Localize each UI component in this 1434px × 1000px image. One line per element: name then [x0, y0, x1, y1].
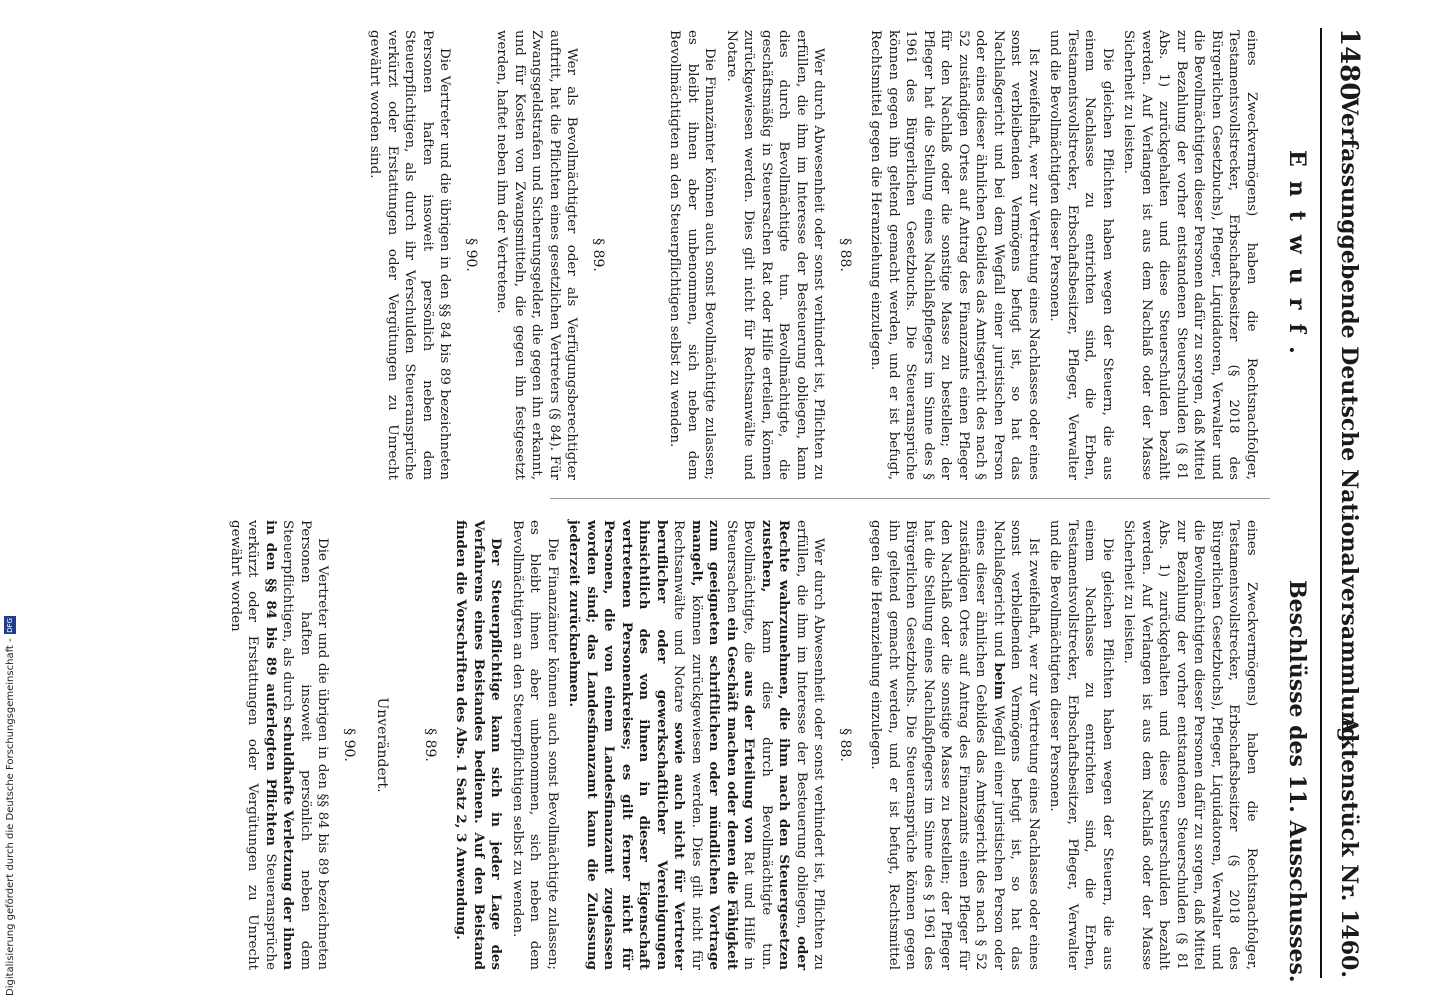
- text-run: Steueransprüche verkürzt oder Erstattungen oder Vergütungen zu Unrecht gewährt worden: [228, 520, 278, 970]
- unchanged-note: Unverändert.: [374, 697, 391, 793]
- left-paragraph: Ist zweifelhaft, wer zur Vertretung eines Nachlasses oder eines sonst verbleibenden Vermögens befugt ist, so hat das Nachlaßgericht und bei dem Wegfall einer juristischen Person oder eines dieser ähnlichen Gebildes das Amtsgericht des nach § 52 zuständigen Ortes auf Antrag des Finanzamts einen Pfleger für den Nachlaß oder die sonstige Masse zu bestellen; der Pfleger hat die Stellung eines Nachlaßpflegers im Sinne des § 1961 des Bürgerlichen Gesetzbuchs. Die Steueransprüche können gegen ihn geltend gemacht werden, und er ist befugt, Rechtsmittel gegen die Heranziehung einzulegen.: [868, 30, 1041, 480]
- amended-text: Der Steuerpflichtige kann sich in jeder Lage des Verfahrens eines Beistandes bedienen. Auf den Beistand finden die Vorschriften des Abs. 1 Satz 2, 3 Anwendung.: [453, 520, 505, 970]
- section-heading: § 89.: [422, 728, 438, 762]
- page-number: 1480: [1334, 28, 1364, 101]
- section-heading: § 88.: [837, 728, 853, 762]
- right-paragraph: [867, 520, 1042, 970]
- amended-text: aus der Erteilung von: [741, 670, 758, 844]
- right-paragraph: [565, 520, 828, 970]
- credit-text: Digitalisierung gefördert durch die Deutsche Forschungsgemeinschaft -: [5, 638, 16, 996]
- right-paragraph: [227, 520, 332, 970]
- right-paragraph: eines Zweckvermögens) haben die Rechtsnachfolger, Testamentsvollstrecker, Erbschaftsbesitzer (§ 2018 des Bürgerlichen Gesetzbuchs), Pfleger, Liquidatoren, Verwalter und die Bevollmächtigten dieser Personen dafür zu sorgen, daß Mittel zur Bezahlung der vorher entstandenen Steuerschulden (§ 81 Abs. 1) zurückgehalten und diese Steuerschulden bezahlt werden. Auf Verlangen ist aus dem Nachlaß oder der Masse Sicherheit zu leisten.: [1121, 520, 1259, 970]
- page-header: [1320, 28, 1372, 978]
- left-paragraph: Die Vertreter und die übrigen in den §§ 84 bis 89 bezeichneten Personen haften insoweit persönlich neben dem Steuerpflichtigen, als durch ihr Verschulden Steueransprüche verkürzt oder Erstattungen oder Vergütungen zu Unrecht gewährt worden sind.: [367, 30, 453, 480]
- section-heading: § 89.: [590, 238, 606, 272]
- text-run: Wer durch Abwesenheit oder sonst verhindert ist, Pflichten zu erfüllen, die ihm im Interesse der Besteuerung obliegen,: [794, 520, 827, 970]
- text-run: kann dies durch Bevollmächtigte tun. Bevollmächtigte, die: [741, 520, 774, 970]
- section-heading: § 90.: [463, 238, 479, 272]
- left-paragraph: Die gleichen Pflichten haben wegen der Steuern, die aus einem Nachlasse zu entrichten sind, die Erben, Testamentsvollstrecker, Erbschaftsbesitzer, Pfleger, Verwalter und die Bevollmächtigten dieser Personen.: [1047, 30, 1115, 480]
- section-heading: § 90.: [341, 728, 357, 762]
- right-column-heading: Beschlüsse des 11. Ausschusses.: [1284, 580, 1310, 983]
- left-paragraph: Wer durch Abwesenheit oder sonst verhindert ist, Pflichten zu erfüllen, die ihm im Interesse der Besteuerung obliegen, kann dies durch Bevollmächtigte tun. Bevollmächtigte, die geschäftsmäßig in Steuersachen Rat oder Hilfe erteilen, können zurückgewiesen werden. Dies gilt nicht für Rechtsanwälte und Notare.: [724, 30, 827, 480]
- right-paragraph: Die gleichen Pflichten haben wegen der Steuern, die aus einem Nachlasse zu entrichten sind, die Erben, Testamentsvollstrecker, Erbschaftsbesitzer, Pfleger, Verwalter und die Bevollmächtigten dieser Personen.: [1047, 520, 1115, 970]
- column-divider: [550, 498, 1270, 499]
- right-paragraph: [452, 520, 505, 970]
- amended-text: oder Rechte wahrzunehmen, die ihm nach den Steuergesetzen zustehen,: [759, 520, 810, 970]
- text-run: können zurückgewiesen werden. Dies gilt nicht für Rechtsanwälte und Notare: [671, 520, 704, 970]
- amended-text: ein Geschäft machen oder denen die Fähigkeit zum geeigneten schriftlichen oder mündlichen Vortrage mangelt,: [689, 520, 740, 970]
- text-run: Wegfall einer juristischen Person oder eines dieser ähnlichen Gebildes das Amtsgericht des nach § 52 zuständigen Ortes auf Antrag des Finanzamts einen Pfleger für den Nachlaß oder die sonstige Masse zu bestellen; der Pfleger hat die Stellung eines Nachlaßpflegers im Sinne des § 1961 des Bürgerlichen Gesetzbuchs. Die Steueransprüche können gegen ihn geltend gemacht werden, und er ist befugt, Rechtsmittel gegen die Heranziehung einzulegen.: [868, 520, 1006, 970]
- left-column-heading: Entwurf.: [1284, 150, 1310, 368]
- section-heading: § 88.: [837, 238, 853, 272]
- dfg-logo: DFG: [6, 617, 14, 633]
- left-paragraph: Wer als Bevollmächtigter oder als Verfügungsberechtigter auftritt, hat die Pflichten eines gesetzlichen Vertreters (§ 84). Für Zwangsgeldstrafen und Sicherungsgelder, die gegen ihn erkannt, und für Kosten von Zwangsmitteln, die gegen ihn festgesetzt werden, haftet neben ihm der Vertretene.: [494, 30, 580, 480]
- left-paragraph: eines Zweckvermögens) haben die Rechtsnachfolger, Testamentsvollstrecker, Erbschaftsbesitzer (§ 2018 des Bürgerlichen Gesetzbuchs), Pfleger, Liquidatoren, Verwalter und die Bevollmächtigten dieser Personen dafür zu sorgen, daß Mittel zur Bezahlung der vorher entstandenen Steuerschulden (§ 81 Abs. 1) zurückgehalten und diese Steuerschulden bezahlt werden. Auf Verlangen ist aus dem Nachlaß oder der Masse Sicherheit zu leisten.: [1121, 30, 1259, 480]
- header-document-number: Aktenstück Nr. 1460.: [1336, 716, 1362, 978]
- credit-line: [2, 576, 20, 996]
- right-paragraph: Die Finanzämter können auch sonst Bevollmächtigte zulassen; es bleibt ihnen aber unbenommen, sich neben dem Bevollmächtigten an den Steuerpflichtigen selbst zu wenden.: [510, 520, 560, 970]
- text-run: Rat und Hilfe in Steuersachen: [724, 520, 757, 970]
- amended-text: schuldhafte Verletzung der ihnen in den §§ 84 bis 89 auferlegten Pflichten: [263, 520, 297, 970]
- digitization-credit: [2, 576, 24, 996]
- header-title: Verfassunggebende Deutsche Nationalversammlung.: [1336, 98, 1362, 751]
- text-run: Ist zweifelhaft, wer zur Vertretung eines Nachlasses oder eines sonst verbleibenden Vermögens befugt ist, so hat das Nachlaßgericht und: [991, 520, 1041, 970]
- left-column: [362, 30, 1260, 480]
- right-column: [223, 520, 1261, 970]
- amended-text: sowie auch nicht für Vertreter beruflicher oder gewerkschaftlicher Vereinigungen hinsichtlich des von ihnen in dieser Eigenschaft vertretenen Personenkreises; es gilt ferner nicht für Personen, die von einem Landesfinanzamt zugelassen worden sind; das Landesfinanzamt kann die Zulassung jederzeit zurücknehmen.: [566, 520, 688, 970]
- amended-text: beim: [991, 662, 1007, 700]
- left-paragraph: Die Finanzämter können auch sonst Bevollmächtigte zulassen; es bleibt ihnen aber unbenommen, sich neben dem Bevollmächtigten an den Steuerpflichtigen selbst zu wenden.: [667, 30, 718, 480]
- text-run: Die Vertreter und die übrigen in den §§ 84 bis 89 bezeichneten Personen haften insoweit persönlich neben dem Steuerpflichtigen, als durch: [280, 520, 331, 970]
